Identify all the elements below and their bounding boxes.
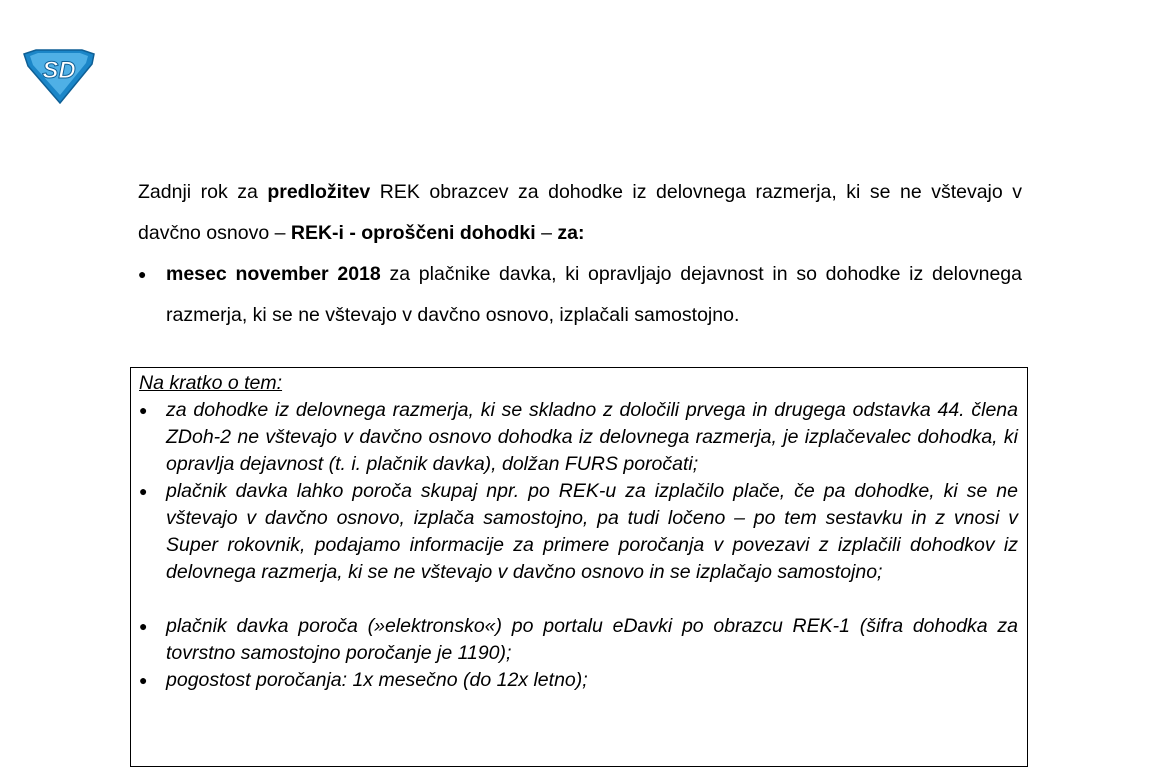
bullet-icon: ● (139, 402, 148, 418)
intro-bold: za: (557, 222, 585, 244)
sd-shield-logo (22, 48, 96, 104)
intro-section (138, 172, 1022, 336)
summary-list (139, 397, 1018, 694)
list-item (139, 478, 1018, 586)
list-item-text: za dohodke iz delovnega razmerja, ki se skladno z določili prvega in drugega odstavka 44. člena ZDoh-2 ne vštevajo v davčno osnovo dohodka iz delovnega razmerja, je izplačevalec dohodka, ki opravlja dejavnost (t. i. plačnik davka), dolžan FURS poročati; (166, 399, 1018, 475)
bullet-icon: ● (138, 266, 147, 282)
intro-bullet-text: za plačnike davka, ki opravljajo dejavnost in so dohodke iz delovnega razmerja, ki se ne vštevajo v davčno osnovo, izplačali samostojno. (166, 263, 1022, 326)
list-spacer (139, 586, 1018, 613)
list-item-text: plačnik davka lahko poroča skupaj npr. po REK-u za izplačilo plače, če pa dohodke, ki se ne vštevajo v davčno osnovo, izplača samostojno, pa tudi ločeno – po tem sestavku in z vnosi v Super rokovnik, podajamo informacije za primere poročanja v povezavi z izplačili dohodkov iz delovnega razmerja, ki se ne vštevajo v davčno osnovo in se izplačajo samostojno; (166, 480, 1018, 583)
list-item-text: plačnik davka poroča (»elektronsko«) po portalu eDavki po obrazcu REK-1 (šifra dohodka za tovrstno samostojno poročanje je 1190); (166, 615, 1018, 664)
intro-sentence (138, 172, 1022, 254)
list-item (138, 254, 1022, 336)
box-heading: Na kratko o tem: (139, 372, 283, 394)
bullet-icon: ● (139, 618, 148, 634)
intro-bold: predložitev (267, 181, 371, 203)
intro-text: REK obrazcev za dohodke iz delovnega razmerja, ki se ne vštevajo v davčno osnovo – (138, 181, 1022, 244)
list-item (139, 667, 1018, 694)
logo-text: SD (42, 57, 76, 84)
summary-box (130, 367, 1028, 767)
bullet-icon: ● (139, 672, 148, 688)
intro-text: Zadnji rok za (138, 181, 268, 203)
intro-bullet-bold: mesec november 2018 (166, 263, 381, 285)
list-item-text: pogostost poročanja: 1x mesečno (do 12x letno); (166, 669, 588, 691)
list-item (139, 397, 1018, 478)
list-item (139, 613, 1018, 667)
intro-text: – (535, 222, 558, 244)
intro-bold: REK-i - oproščeni dohodki (290, 222, 536, 244)
intro-list (138, 254, 1022, 336)
bullet-icon: ● (139, 483, 148, 499)
